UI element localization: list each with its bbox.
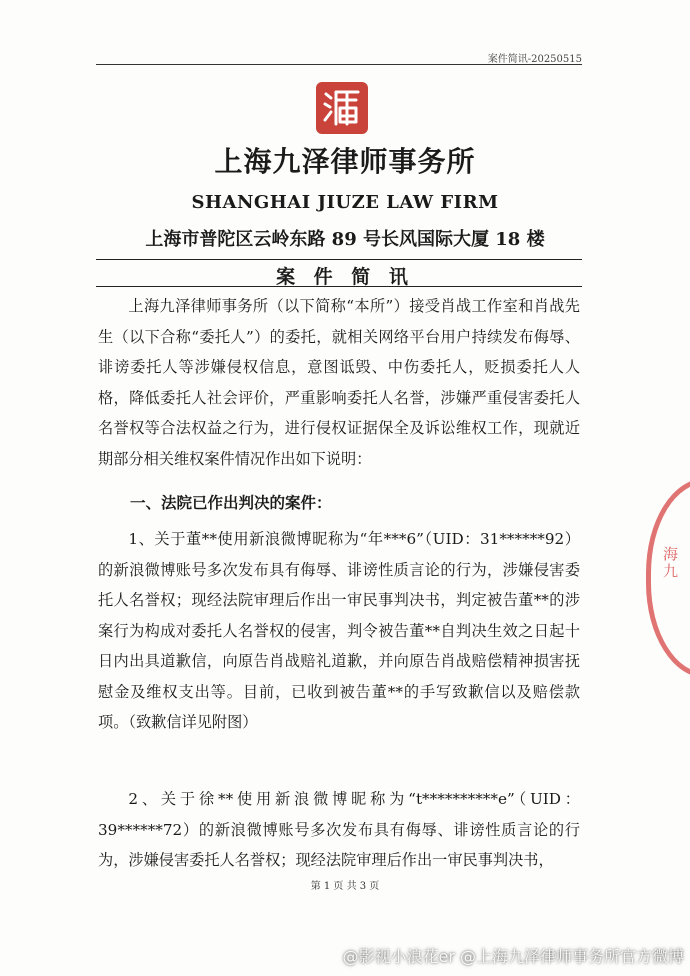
firm-name-english: SHANGHAI JIUZE LAW FIRM bbox=[191, 192, 499, 213]
section-heading: 一、法院已作出判决的案件： bbox=[130, 493, 332, 512]
document-reference: 案件简讯-20250515 bbox=[487, 54, 582, 65]
header-divider bbox=[96, 64, 582, 65]
document-title: 案 件 简 讯 bbox=[276, 266, 414, 288]
case-2-paragraph: 2、关于徐**使用新浪微博昵称为“t**********e”（UID：39******72）的新浪微博账号多次发布具有侮辱、诽谤性质言论的行为，涉嫌侵害委托人名誉权；现经法院审理后作出一审民事判决书， bbox=[98, 790, 580, 869]
intro-paragraph: 上海九泽律师事务所（以下简称“本所”）接受肖战工作室和肖战先生（以下合称“委托人”）的委托，就相关网络平台用户持续发布侮辱、诽谤委托人等涉嫌侵权信息，意图诋毁、中伤委托人，贬损委托人人格，降低委托人社会评价，严重影响委托人名誉，涉嫌严重侵害委托人名誉权等合法权益之行为，进行侵权证据保全及诉讼维权工作，现就近期部分相关维权案件情况作出如下说明： bbox=[98, 297, 580, 468]
title-rule-bottom bbox=[96, 286, 582, 287]
firm-logo-icon bbox=[316, 82, 368, 134]
page-number: 第 1 页 共 3 页 bbox=[310, 881, 380, 892]
title-rule-top bbox=[96, 259, 582, 260]
seal-text: 海九 bbox=[661, 546, 679, 580]
case-1-paragraph: 1、关于董**使用新浪微博昵称为“年***6”（UID：31******92）的新浪微博账号多次发布具有侮辱、诽谤性质言论的行为，涉嫌侵害委托人名誉权；现经法院审理后作出一审民事判决书，判定被告董**的涉案行为构成对委托人名誉权的侵害，判令被告董**自判决生效之日起十日内出具道歉信，向原告肖战赔礼道歉，并向原告肖战赔偿精神损害抚慰金及维权支出等。目前，已收到被告董**的手写致歉信以及赔偿款项。（致歉信详见附图） bbox=[98, 530, 580, 731]
firm-name-chinese: 上海九泽律师事务所 bbox=[214, 145, 476, 178]
firm-logo-glyph bbox=[316, 82, 368, 134]
weibo-watermark: @影视小浪花er @上海九泽律师事务所官方微博 bbox=[342, 947, 684, 966]
firm-address: 上海市普陀区云岭东路 89 号长风国际大厦 18 楼 bbox=[145, 229, 545, 250]
